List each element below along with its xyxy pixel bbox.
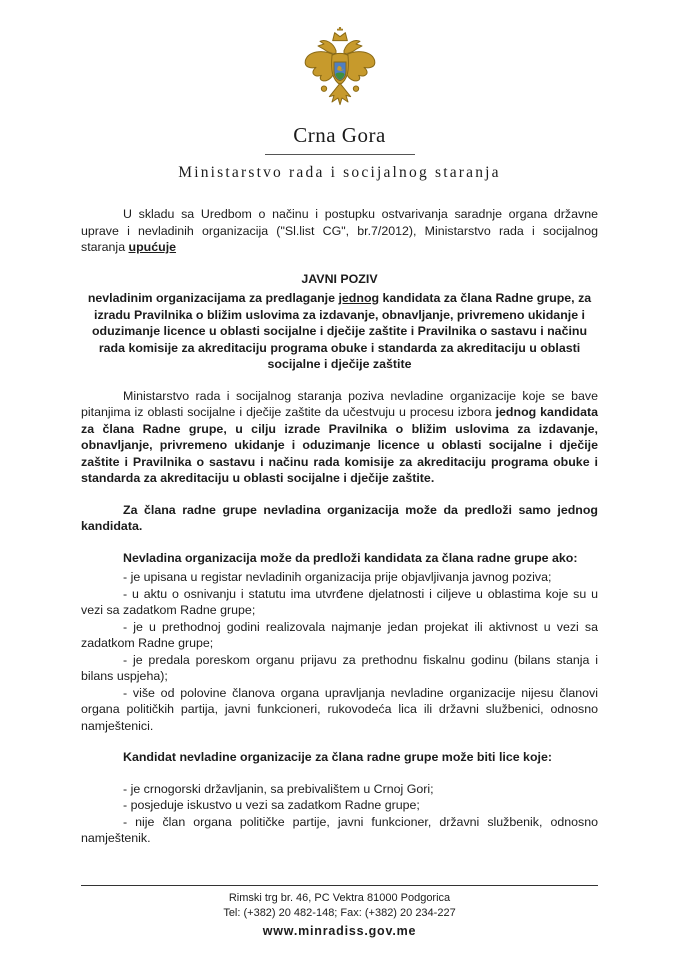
candidate-criteria-item: - posjeduje iskustvo u vezi sa zadatkom Radne grupe;: [123, 798, 420, 812]
call-title: JAVNI POZIV: [301, 271, 378, 286]
ministry-title: Ministarstvo rada i socijalnog staranja: [178, 164, 501, 181]
document-body: [0, 182, 679, 847]
header-divider: [265, 154, 415, 155]
intro-text: U skladu sa Uredbom o načinu i postupku ostvarivanja saradnje organa državne uprave i nevladinih organizacija ("Sl.list CG", br.7/2012), Ministarstvo rada i socijalnog staranja: [81, 207, 598, 254]
footer-address: Rimski trg br. 46, PC Vektra 81000 Podgorica: [228, 892, 451, 905]
candidate-criteria-heading: Kandidat nevladine organizacije za člana radne grupe može biti lice koje:: [123, 750, 552, 764]
call-subtitle: [81, 290, 598, 373]
intro-emphasis: upućuje: [128, 240, 177, 254]
call-subtitle-underlined: jednog: [338, 291, 380, 305]
org-criteria-heading: Nevladina organizacija može da predloži kandidata za člana radne grupe ako:: [123, 550, 578, 565]
footer-divider: [81, 885, 598, 886]
call-subtitle-pre: nevladinim organizacijama za predlaganje: [87, 291, 339, 305]
country-title: Crna Gora: [293, 123, 386, 147]
single-candidate-note: Za člana radne grupe nevladina organizacija može da predloži samo jednog kandidata.: [81, 502, 598, 533]
footer-website: www.minradiss.gov.me: [262, 924, 417, 939]
candidate-criteria-list: [81, 781, 598, 847]
org-criteria-item: - više od polovine članova organa upravljanja nevladine organizacije nijesu članovi organa političkih partija, javni funkcioneri, rukovodeća lica ili državni službenici, odnosno namještenici.: [81, 685, 598, 733]
invitation-paragraph: [81, 388, 598, 487]
org-criteria-item: - je predala poreskom organu prijavu za prethodnu fiskalnu godinu (bilans stanja i bilans uspjeha);: [81, 652, 598, 683]
letterhead: [0, 0, 679, 182]
org-criteria-list: [81, 569, 598, 734]
invitation-normal: Ministarstvo rada i socijalnog staranja poziva nevladine organizacije koje se bave pitanjima iz oblasti socijalne i dječije zaštite da učestvuju u procesu izbora: [81, 388, 598, 419]
call-subtitle-post: kandidata za člana Radne grupe, za izradu Pravilnika o bližim uslovima za izdavanje, obnavljanje, privremeno ukidanje i oduzimanje licence u oblasti socijalne i dječije zaštite i Pravilnika o sastavu i načinu rada komisije za akreditaciju programa obuke i standarda za akreditaciju u oblasti socijalne i dječije zaštite: [91, 291, 592, 371]
footer-contacts: Tel: (+382) 20 482-148; Fax: (+382) 20 234-227: [223, 907, 456, 920]
intro-paragraph: [81, 206, 598, 256]
org-criteria-item: - je upisana u registar nevladinih organizacija prije objavljivanja javnog poziva;: [123, 570, 552, 584]
montenegro-coat-of-arms-icon: [300, 26, 380, 114]
candidate-criteria-item: - nije član organa političke partije, javni funkcioner, državni službenik, odnosno namještenik.: [81, 814, 598, 845]
candidate-criteria-item: - je crnogorski državljanin, sa prebivalištem u Crnoj Gori;: [123, 781, 434, 796]
invitation-bold: jednog kandidata za člana Radne grupe, u cilju izrade Pravilnika o bližim uslovima za izdavanje, obnavljanje, privremeno ukidanje i oduzimanje licence u oblasti socijalne i dječije zaštite i Pravilnika o sastavu i načinu rada komisije za akreditaciju programa obuke i standarda za akreditaciju u oblasti socijalne i dječije zaštite.: [81, 405, 598, 485]
org-criteria-item: - je u prethodnoj godini realizovala najmanje jedan projekat ili aktivnost u vezi sa zadatkom Radne grupe;: [81, 619, 598, 650]
document-footer: [81, 885, 598, 940]
org-criteria-item: - u aktu o osnivanju i statutu ima utvrđene djelatnosti i ciljeve u oblastima koje su u vezi sa zadatkom Radne grupe;: [81, 586, 598, 617]
